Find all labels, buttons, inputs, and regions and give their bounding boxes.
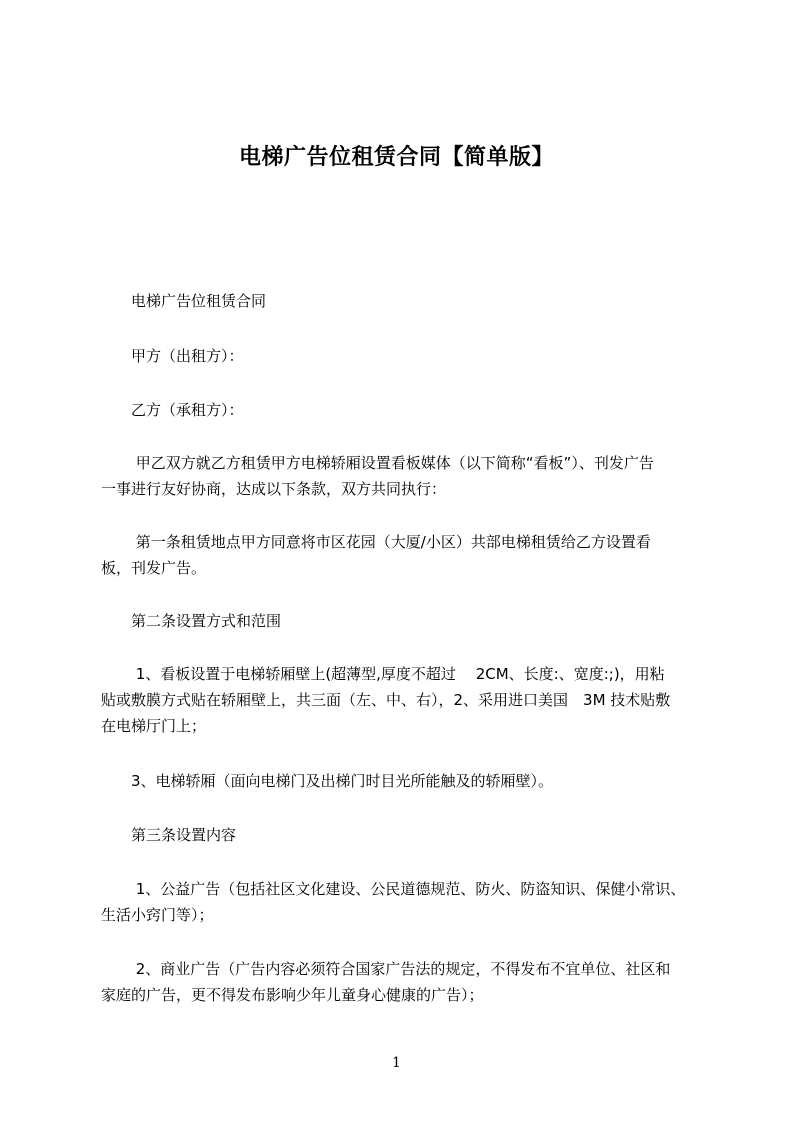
paragraph-line: 生活小窍门等）； (101, 906, 214, 924)
document-title: 电梯广告位租赁合同【简单版】 (238, 145, 554, 170)
paragraph-line: 甲乙双方就乙方租赁甲方电梯轿厢设置看板媒体（以下简称“看板”）、刊发广告 (101, 454, 654, 472)
paragraph-line: 一事进行友好协商，达成以下条款，双方共同执行： (101, 480, 447, 498)
paragraph-line: 甲方（出租方）： (101, 347, 244, 365)
paragraph-party-a (101, 343, 711, 369)
paragraph-line: 乙方（承租方）： (101, 401, 244, 419)
paragraph-line: 家庭的广告，更不得发布影响少年儿童身心健康的广告）； (101, 986, 484, 1004)
paragraph-article-2-item-3 (101, 768, 711, 794)
paragraph-article-2-heading (101, 608, 711, 634)
paragraph-line: 板，刊发广告。 (101, 559, 207, 577)
paragraph-line: 电梯广告位租赁合同 (101, 292, 267, 310)
paragraph-article-1 (101, 529, 711, 581)
paragraph-contract-heading (101, 288, 711, 314)
paragraph-line: 贴或敷膜方式贴在轿厢壁上，共三面（左、中、右），2、采用进口美国 3M 技术贴敷 (101, 691, 671, 709)
paragraph-preamble (101, 450, 711, 502)
paragraph-line: 第二条设置方式和范围 (101, 612, 282, 630)
paragraph-line: 第三条设置内容 (101, 826, 237, 844)
paragraph-article-3-heading (101, 822, 711, 848)
paragraph-article-3-item-2 (101, 956, 711, 1008)
paragraph-line: 1、看板设置于电梯轿厢壁上(超薄型,厚度不超过 2CM、长度:、宽度:;)，用粘 (101, 665, 665, 683)
paragraph-line: 第一条租赁地点甲方同意将市区花园（大厦/小区）共部电梯租赁给乙方设置看 (101, 533, 651, 551)
paragraph-article-3-item-1 (101, 876, 711, 928)
paragraph-line: 在电梯厅门上； (101, 717, 207, 735)
paragraph-party-b (101, 397, 711, 423)
paragraph-line: 2、商业广告（广告内容必须符合国家广告法的规定，不得发布不宜单位、社区和 (101, 960, 671, 978)
paragraph-article-2-item-1 (101, 661, 711, 739)
paragraph-line: 3、电梯轿厢（面向电梯门及出梯门时目光所能触及的轿厢壁）。 (101, 772, 554, 790)
page-number: 1 (392, 1055, 401, 1071)
paragraph-line: 1、公益广告（包括社区文化建设、公民道德规范、防火、防盗知识、保健小常识、 (101, 880, 686, 898)
